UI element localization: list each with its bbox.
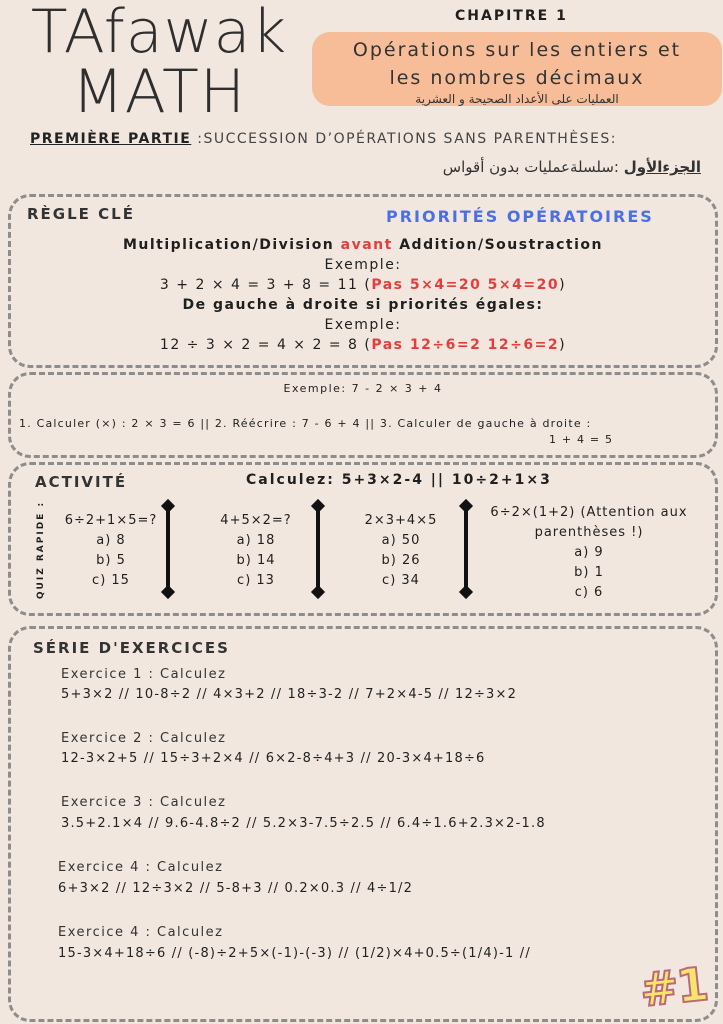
part-text: :SUCCESSION D’OPÉRATIONS SANS PARENTHÈSES: [191,131,618,147]
activity-prompt: Calculez: 5+3×2-4 || 10÷2+1×3 [246,472,552,488]
exercise-line: 12-3×2+5 // 15÷3+2×4 // 6×2-8÷4+3 // 20-3×4+18÷6 [61,751,486,766]
quiz-item [196,511,316,591]
activity-box [8,462,718,616]
example-label-1: Exemple: [324,257,402,273]
divider-cap-bottom [459,585,473,599]
exercise-title: Exercice 2 : Calculez [61,731,227,746]
chapter-label: CHAPITRE 1 [455,8,568,24]
quiz-question: 6÷2+1×5=? [64,513,158,528]
quiz-option[interactable]: a) 9 [574,545,604,560]
example-1-expr: 3 + 2 × 4 = 3 + 8 = 11 ( [159,277,372,293]
activity-label: ACTIVITÉ [35,473,128,491]
quiz-item [489,503,689,603]
rule-label: RÈGLE CLÉ [27,205,135,223]
example-2-expr: 12 ÷ 3 × 2 = 4 × 2 = 8 ( [159,337,372,353]
exercise-title: Exercice 3 : Calculez [61,795,227,810]
rule-content [11,235,715,355]
topic-ar: العمليات على الأعداد الصحيحة و العشرية [415,92,619,106]
topic-banner [312,32,722,106]
exercise-line: 15-3×4+18÷6 // (-8)÷2+5×(-1)-(-3) // (1/2)×4+0.5÷(1/4)-1 // [58,946,531,961]
quiz-option[interactable]: b) 5 [96,553,126,568]
example-2 [11,335,715,355]
exercise-line: 3.5+2.1×4 // 9.6-4.8÷2 // 5.2×3-7.5÷2.5 // 6.4÷1.6+2.3×2-1.8 [61,816,546,831]
example-1 [11,275,715,295]
exercise-line: 6+3×2 // 12÷3×2 // 5-8+3 // 0.2×0.3 // 4÷1/2 [58,881,414,896]
rule-heading: PRIORITÉS OPÉRATOIRES [386,207,654,226]
quiz-question: 2×3+4×5 [364,513,438,528]
divider [464,509,468,589]
example-1-note: Pas 5×4=20 5×4=20 [371,277,560,293]
part-text-ar: :سلسلةعمليات بدون أقواس [442,158,624,176]
steps-line-1: 1. Calculer (×) : 2 × 3 = 6 || 2. Réécrire : 7 - 6 + 4 || 3. Calculer de gauche à droite : [19,417,592,430]
exercises-label: SÉRIE D'EXERCICES [33,639,230,657]
rule-line-1c: Addition/Soustraction [392,237,604,253]
steps-box [8,372,718,458]
title-line-2: MATH [72,57,246,127]
quiz-option[interactable]: b) 26 [381,553,421,568]
example-2-close: ) [559,337,567,353]
exercise-title: Exercice 1 : Calculez [61,667,227,682]
exercise-title: Exercice 4 : Calculez [58,925,224,940]
example-2-note: Pas 12÷6=2 12÷6=2 [371,337,560,353]
quiz-option[interactable]: b) 1 [574,565,604,580]
part-label-ar: الجزءالأول [623,158,701,176]
steps-line-2: 1 + 4 = 5 [549,433,614,446]
exercise-line: 5+3×2 // 10-8÷2 // 4×3+2 // 18÷3-2 // 7+2×4-5 // 12÷3×2 [61,687,518,702]
example-1-close: ) [559,277,567,293]
part-label: PREMIÈRE PARTIE [30,131,192,147]
quiz-option[interactable]: a) 8 [96,533,126,548]
quiz-option[interactable]: a) 18 [236,533,276,548]
exercise-title: Exercice 4 : Calculez [58,860,224,875]
quiz-option[interactable]: c) 15 [92,573,130,588]
topic-fr-line-2: les nombres décimaux [389,67,645,89]
quiz-option[interactable]: c) 6 [574,585,604,600]
rule-line-1a: Multiplication/Division [122,237,341,253]
quiz-item [341,511,461,591]
example-label-2: Exemple: [324,317,402,333]
topic-fr-line-1: Opérations sur les entiers et [352,39,682,61]
page-title [14,0,304,127]
steps-example: Exemple: 7 - 2 × 3 + 4 [283,382,443,395]
badge-number: #1 [637,956,710,1018]
part-heading-ar [443,158,701,176]
quiz-item [51,511,171,591]
rule-line-1 [11,235,715,255]
quiz-option[interactable]: c) 13 [237,573,275,588]
part-heading [30,131,617,147]
quiz-option[interactable]: b) 14 [236,553,276,568]
title-line-1: TAfawak [30,0,288,67]
exercises-box [8,626,718,1022]
quiz-option[interactable]: c) 34 [382,573,420,588]
rule-line-1b: avant [340,237,393,253]
divider [316,509,320,589]
quiz-side-label: QUIZ RAPIDE : [36,500,46,600]
rule-line-2: De gauche à droite si priorités égales: [182,297,544,313]
quiz-question: 6÷2×(1+2) (Attention aux parenthèses !) [490,505,688,540]
quiz-question: 4+5×2=? [220,513,292,528]
rule-box [8,194,718,368]
divider [166,509,170,589]
quiz-option[interactable]: a) 50 [381,533,421,548]
